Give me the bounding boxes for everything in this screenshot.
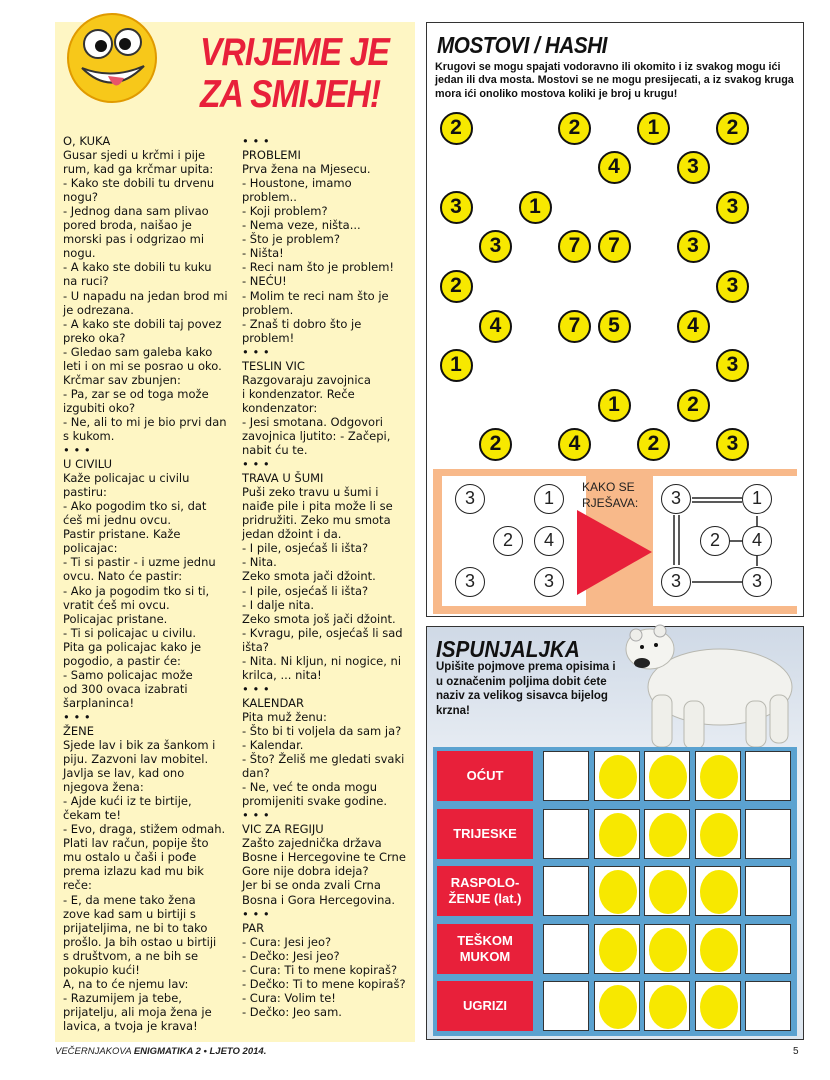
joke-line: • • • [242, 906, 270, 921]
joke-line: KALENDAR [242, 695, 304, 710]
highlighted-cell-marker [649, 813, 687, 857]
joke-line: - Ti si policajac u civilu. [63, 625, 197, 640]
joke-line: ŽENE [63, 723, 95, 738]
joke-line: - Reci nam što je problem! [242, 260, 395, 275]
answer-cell[interactable] [644, 751, 690, 801]
joke-line: prijateljima, ne bi to tako [63, 920, 208, 935]
highlighted-cell-marker [599, 928, 637, 972]
joke-line: • • • [242, 808, 270, 823]
answer-cell[interactable] [745, 924, 791, 974]
joke-line: Bosna i Gora Hercegovina. [242, 892, 396, 907]
joke-line: - I pile, osjećaš li išta? [242, 583, 369, 598]
joke-line: - Koji problem? [242, 204, 328, 219]
example-solved-island: 3 [661, 567, 691, 597]
joke-line: - Cura: Volim te! [242, 990, 336, 1005]
joke-line: šarplaninca! [63, 695, 135, 710]
joke-line: Zeko smota jači džoint. [242, 569, 376, 584]
joke-line: naiđe pile i pita može li se [242, 499, 393, 514]
joke-line: čekam te! [63, 808, 121, 823]
example-solved-island: 3 [742, 567, 772, 597]
joke-line: krilca, ... nita! [242, 667, 322, 682]
joke-line: Gore nije dobra ideja? [242, 864, 369, 879]
joke-line: Policajac pristane. [63, 611, 168, 626]
answer-cell[interactable] [745, 866, 791, 916]
example-solved-island: 3 [661, 484, 691, 514]
joke-line: Krčmar sav zbunjen: [63, 372, 181, 387]
joke-line: mu ostalo u čaši i pođe [63, 850, 197, 865]
highlighted-cell-marker [700, 755, 738, 799]
hashi-title: MOSTOVI / HASHI [437, 32, 608, 58]
highlighted-cell-marker [599, 985, 637, 1029]
hashi-island: 3 [716, 428, 749, 461]
joke-line: pored broda, naišao je [63, 218, 192, 233]
example-unsolved-island: 3 [455, 484, 485, 514]
hashi-island: 2 [479, 428, 512, 461]
joke-line: - I dalje nita. [242, 597, 315, 612]
highlighted-cell-marker [700, 870, 738, 914]
joke-line: - Evo, draga, stižem odmah. [63, 822, 226, 837]
joke-line: je odrezana. [63, 302, 134, 317]
joke-line: PAR [242, 920, 265, 935]
joke-line: - Ne, već te onda mogu [242, 780, 378, 795]
joke-line: ćeš mi jednu ovcu. [63, 513, 172, 528]
joke-line: A, na to će njemu lav: [63, 976, 189, 991]
joke-line: njegova žena: [63, 780, 144, 795]
footer-magazine: ENIGMATIKA 2 • LJETO 2014. [133, 1046, 267, 1057]
joke-line: s kukom. [63, 428, 115, 443]
answer-cell[interactable] [594, 751, 640, 801]
answer-cell[interactable] [644, 866, 690, 916]
joke-line: pogodio, a pastir će: [63, 653, 181, 668]
example-unsolved-island: 3 [455, 567, 485, 597]
jokes-title-line2: ZA SMIJEH! [200, 73, 381, 116]
joke-line: - Znaš ti dobro što je [242, 316, 362, 331]
joke-line: Bosne i Hercegovine te Crne [242, 850, 406, 865]
joke-line: - Samo policajac može [63, 667, 193, 682]
joke-line: TESLIN VIC [242, 358, 305, 373]
hashi-island: 2 [677, 389, 710, 422]
hashi-island: 1 [598, 389, 631, 422]
highlighted-cell-marker [599, 755, 637, 799]
answer-cell[interactable] [745, 981, 791, 1031]
hashi-island: 3 [479, 230, 512, 263]
joke-line: - Ajde kući iz te birtije, [63, 794, 192, 809]
hashi-island: 3 [716, 270, 749, 303]
joke-line: - Ne, ali to mi je bio prvi dan [63, 414, 227, 429]
highlighted-cell-marker [700, 813, 738, 857]
hashi-island: 1 [519, 191, 552, 224]
joke-line: na ruci? [63, 274, 109, 289]
joke-line: - Cura: Ti to mene kopiraš? [242, 962, 398, 977]
highlighted-cell-marker [700, 985, 738, 1029]
hashi-island: 5 [598, 310, 631, 343]
joke-line: - Pa, zar se od toga može [63, 386, 209, 401]
joke-line: zove kad sam u birtiji s [63, 906, 196, 921]
highlighted-cell-marker [649, 928, 687, 972]
highlighted-cell-marker [649, 985, 687, 1029]
joke-line: dan? [242, 766, 270, 781]
joke-line: Gusar sjedi u krčmi i pije [63, 148, 206, 163]
joke-line: - Nita. [242, 555, 277, 570]
answer-cell[interactable] [594, 981, 640, 1031]
joke-line: Zašto zajednička država [242, 836, 382, 851]
answer-cell[interactable] [695, 751, 741, 801]
joke-line: zavojnica ljutito: - Začepi, [242, 428, 391, 443]
hashi-island: 4 [677, 310, 710, 343]
answer-cell[interactable] [695, 924, 741, 974]
joke-line: jedan džoint i da. [242, 527, 342, 542]
joke-line: - Molim te reci nam što je [242, 288, 389, 303]
hashi-island: 2 [440, 270, 473, 303]
hashi-island: 4 [598, 151, 631, 184]
answer-cell[interactable] [543, 924, 589, 974]
answer-cell[interactable] [594, 866, 640, 916]
joke-line: - Houstone, imamo [242, 176, 352, 191]
joke-line: - Kako ste dobili tu drvenu [63, 176, 215, 191]
joke-line: pastiru: [63, 485, 107, 500]
answer-cell[interactable] [543, 981, 589, 1031]
joke-line: izgubiti oko? [63, 400, 136, 415]
clue-label: TEŠKOM MUKOM [437, 924, 533, 974]
joke-line: Kaže policajac u civilu [63, 471, 190, 486]
footer-publication [55, 1046, 266, 1057]
joke-line: U CIVILU [63, 457, 113, 472]
answer-cell[interactable] [644, 981, 690, 1031]
answer-cell[interactable] [543, 809, 589, 859]
example-solved-island: 1 [742, 484, 772, 514]
joke-line: Pita ga policajac kako je [63, 639, 202, 654]
joke-line: • • • [242, 681, 270, 696]
joke-line: rum, kad ga krčmar upita: [63, 162, 214, 177]
joke-line: - Nita. Ni kljun, ni nogice, ni [242, 653, 402, 668]
joke-line: preko oka? [63, 330, 126, 345]
joke-line: Pita muž ženu: [242, 709, 327, 724]
joke-line: prema izlazu kad mu bik [63, 864, 204, 879]
clue-label: UGRIZI [437, 981, 533, 1031]
joke-line: - Ako pogodim tko si, dat [63, 499, 207, 514]
joke-line: - Dečko: Jeo sam. [242, 1004, 342, 1019]
joke-line: od 300 ovaca izabrati [63, 681, 188, 696]
joke-line: - Jednog dana sam plivao [63, 204, 209, 219]
joke-line: kondenzator: [242, 400, 318, 415]
joke-line: morski pas i odgrizao mi [63, 232, 205, 247]
hashi-island: 7 [598, 230, 631, 263]
hashi-instructions: Krugovi se mogu spajati vodoravno ili okomito i iz svakog mogu ići jedan ili dva mosta. Mostovi se ne mogu presijecati, a iz svakog kruga mora ići onoliko mostova koliki je broj u krugu! [435, 61, 794, 100]
highlighted-cell-marker [649, 755, 687, 799]
joke-line: - NEĆU! [242, 274, 287, 289]
hashi-island: 2 [637, 428, 670, 461]
highlighted-cell-marker [700, 928, 738, 972]
joke-line: - Cura: Jesi jeo? [242, 934, 332, 949]
example-unsolved-island: 1 [534, 484, 564, 514]
joke-line: reče: [63, 878, 92, 893]
hashi-island: 3 [716, 191, 749, 224]
joke-line: Javlja se lav, kad ono [63, 766, 185, 781]
joke-line: Puši zeko travu u šumi i [242, 485, 379, 500]
joke-line: O, KUKA [63, 134, 111, 148]
clue-label: OĆUT [437, 751, 533, 801]
joke-line: nogu? [63, 190, 99, 205]
clue-label: RASPOLO-ŽENJE (lat.) [437, 866, 533, 916]
hashi-island: 7 [558, 310, 591, 343]
jokes-title-line1: VRIJEME JE [200, 31, 389, 74]
joke-line: Razgovaraju zavojnica [242, 372, 371, 387]
joke-line: - Što? Želiš me gledati svaki [242, 752, 405, 767]
joke-line: Prva žena na Mjesecu. [242, 162, 371, 177]
joke-line: - Kvragu, pile, osjećaš li sad [242, 625, 403, 640]
joke-line: Sjede lav i bik za šankom i [63, 738, 216, 753]
polar-bear-illustration [600, 605, 800, 755]
joke-line: piju. Zazvoni lav mobitel. [63, 752, 209, 767]
answer-cell[interactable] [543, 751, 589, 801]
joke-line: nabit ću te. [242, 443, 308, 458]
joke-line: - Dečko: Ti to mene kopiraš? [242, 976, 406, 991]
joke-line: Zeko smota još jači džoint. [242, 611, 396, 626]
example-label-line1: KAKO SE [582, 480, 635, 494]
joke-line: policajac: [63, 541, 118, 556]
joke-line: - Dečko: Jesi jeo? [242, 948, 340, 963]
answer-cell[interactable] [745, 751, 791, 801]
joke-line: promijeniti svake godine. [242, 794, 387, 809]
answer-cell[interactable] [644, 809, 690, 859]
joke-line: problem.. [242, 190, 297, 205]
hashi-island: 4 [479, 310, 512, 343]
hashi-island: 7 [558, 230, 591, 263]
joke-line: - E, da mene tako žena [63, 892, 196, 907]
joke-line: • • • [242, 344, 270, 359]
joke-line: s društvom, a ne bih se [63, 948, 199, 963]
clue-label: TRIJESKE [437, 809, 533, 859]
joke-line: vratit ćeš mi ovcu. [63, 597, 170, 612]
joke-line: - Nema veze, ništa... [242, 218, 361, 233]
hashi-island: 3 [677, 230, 710, 263]
joke-line: prošlo. Ja bih ostao u birtiji [63, 934, 217, 949]
answer-cell[interactable] [594, 924, 640, 974]
joke-line: VIC ZA REGIJU [242, 822, 324, 837]
joke-line: lavica, a tvoja je krava! [63, 1018, 198, 1033]
hashi-island: 3 [440, 191, 473, 224]
joke-line: Jer bi se onda zvali Crna [242, 878, 381, 893]
answer-cell[interactable] [695, 866, 741, 916]
hashi-island: 2 [558, 112, 591, 145]
answer-cell[interactable] [644, 924, 690, 974]
joke-line: - Jesi smotana. Odgovori [242, 414, 383, 429]
example-label [582, 479, 638, 511]
hashi-island: 3 [716, 349, 749, 382]
example-label-line2: RJEŠAVA: [582, 496, 639, 510]
joke-line: pokupio kući! [63, 962, 140, 977]
hashi-island: 2 [716, 112, 749, 145]
answer-cell[interactable] [594, 809, 640, 859]
joke-line: - Ti si pastir - i uzme jednu [63, 555, 216, 570]
joke-line: • • • [63, 709, 91, 724]
answer-cell[interactable] [745, 809, 791, 859]
highlighted-cell-marker [599, 870, 637, 914]
joke-line: Plati lav račun, popije što [63, 836, 209, 851]
joke-line: Pastir pristane. Kaže [63, 527, 181, 542]
hashi-island: 1 [637, 112, 670, 145]
highlighted-cell-marker [649, 870, 687, 914]
example-unsolved-island: 2 [493, 526, 523, 556]
joke-line: - Ako ja pogodim tko si ti, [63, 583, 210, 598]
page-number: 5 [793, 1046, 799, 1057]
joke-line: - Ništa! [242, 246, 284, 261]
joke-line: problem! [242, 330, 295, 345]
example-solved-island: 4 [742, 526, 772, 556]
footer-publisher: VEČERNJAKOVA [55, 1046, 132, 1057]
joke-line: išta? [242, 639, 269, 654]
joke-line: - A kako ste dobili tu kuku [63, 260, 212, 275]
joke-line: • • • [242, 134, 270, 148]
example-solved-island: 2 [700, 526, 730, 556]
joke-line: TRAVA U ŠUMI [242, 471, 324, 486]
joke-line: pridružiti. Zeko mu smota [242, 513, 391, 528]
joke-line: ovcu. Nato će pastir: [63, 569, 183, 584]
hashi-island: 4 [558, 428, 591, 461]
ispunjaljka-instructions: Upišite pojmove prema opisima i u označenim poljima dobit ćete naziv za velikog sisavca bijelog krzna! [436, 661, 616, 717]
highlighted-cell-marker [599, 813, 637, 857]
joke-line: - Kalendar. [242, 738, 304, 753]
joke-line: nogu. [63, 246, 96, 261]
joke-line: - A kako ste dobili taj povez [63, 316, 222, 331]
joke-line: prijatelju, ali moja žena je [63, 1004, 212, 1019]
answer-cell[interactable] [543, 866, 589, 916]
example-unsolved-island: 3 [534, 567, 564, 597]
joke-line: - I pile, osjećaš li išta? [242, 541, 369, 556]
joke-line: - Što je problem? [242, 232, 340, 247]
example-unsolved-island: 4 [534, 526, 564, 556]
joke-line: PROBLEMI [242, 148, 301, 163]
joke-line: problem. [242, 302, 294, 317]
hashi-island: 2 [440, 112, 473, 145]
hashi-island: 1 [440, 349, 473, 382]
joke-line: - Razumijem ja tebe, [63, 990, 182, 1005]
joke-line: • • • [242, 457, 270, 472]
joke-line: - Što bi ti voljela da sam ja? [242, 723, 402, 738]
joke-line: i kondenzator. Reče [242, 386, 355, 401]
joke-line: - U napadu na jedan brod mi [63, 288, 228, 303]
joke-line: • • • [63, 443, 91, 458]
ispunjaljka-title: ISPUNJALJKA [436, 636, 580, 662]
joke-line: leti i on mi se posrao u oko. [63, 358, 222, 373]
joke-line: - Gledao sam galeba kako [63, 344, 213, 359]
answer-cell[interactable] [695, 981, 741, 1031]
hashi-island: 3 [677, 151, 710, 184]
answer-cell[interactable] [695, 809, 741, 859]
